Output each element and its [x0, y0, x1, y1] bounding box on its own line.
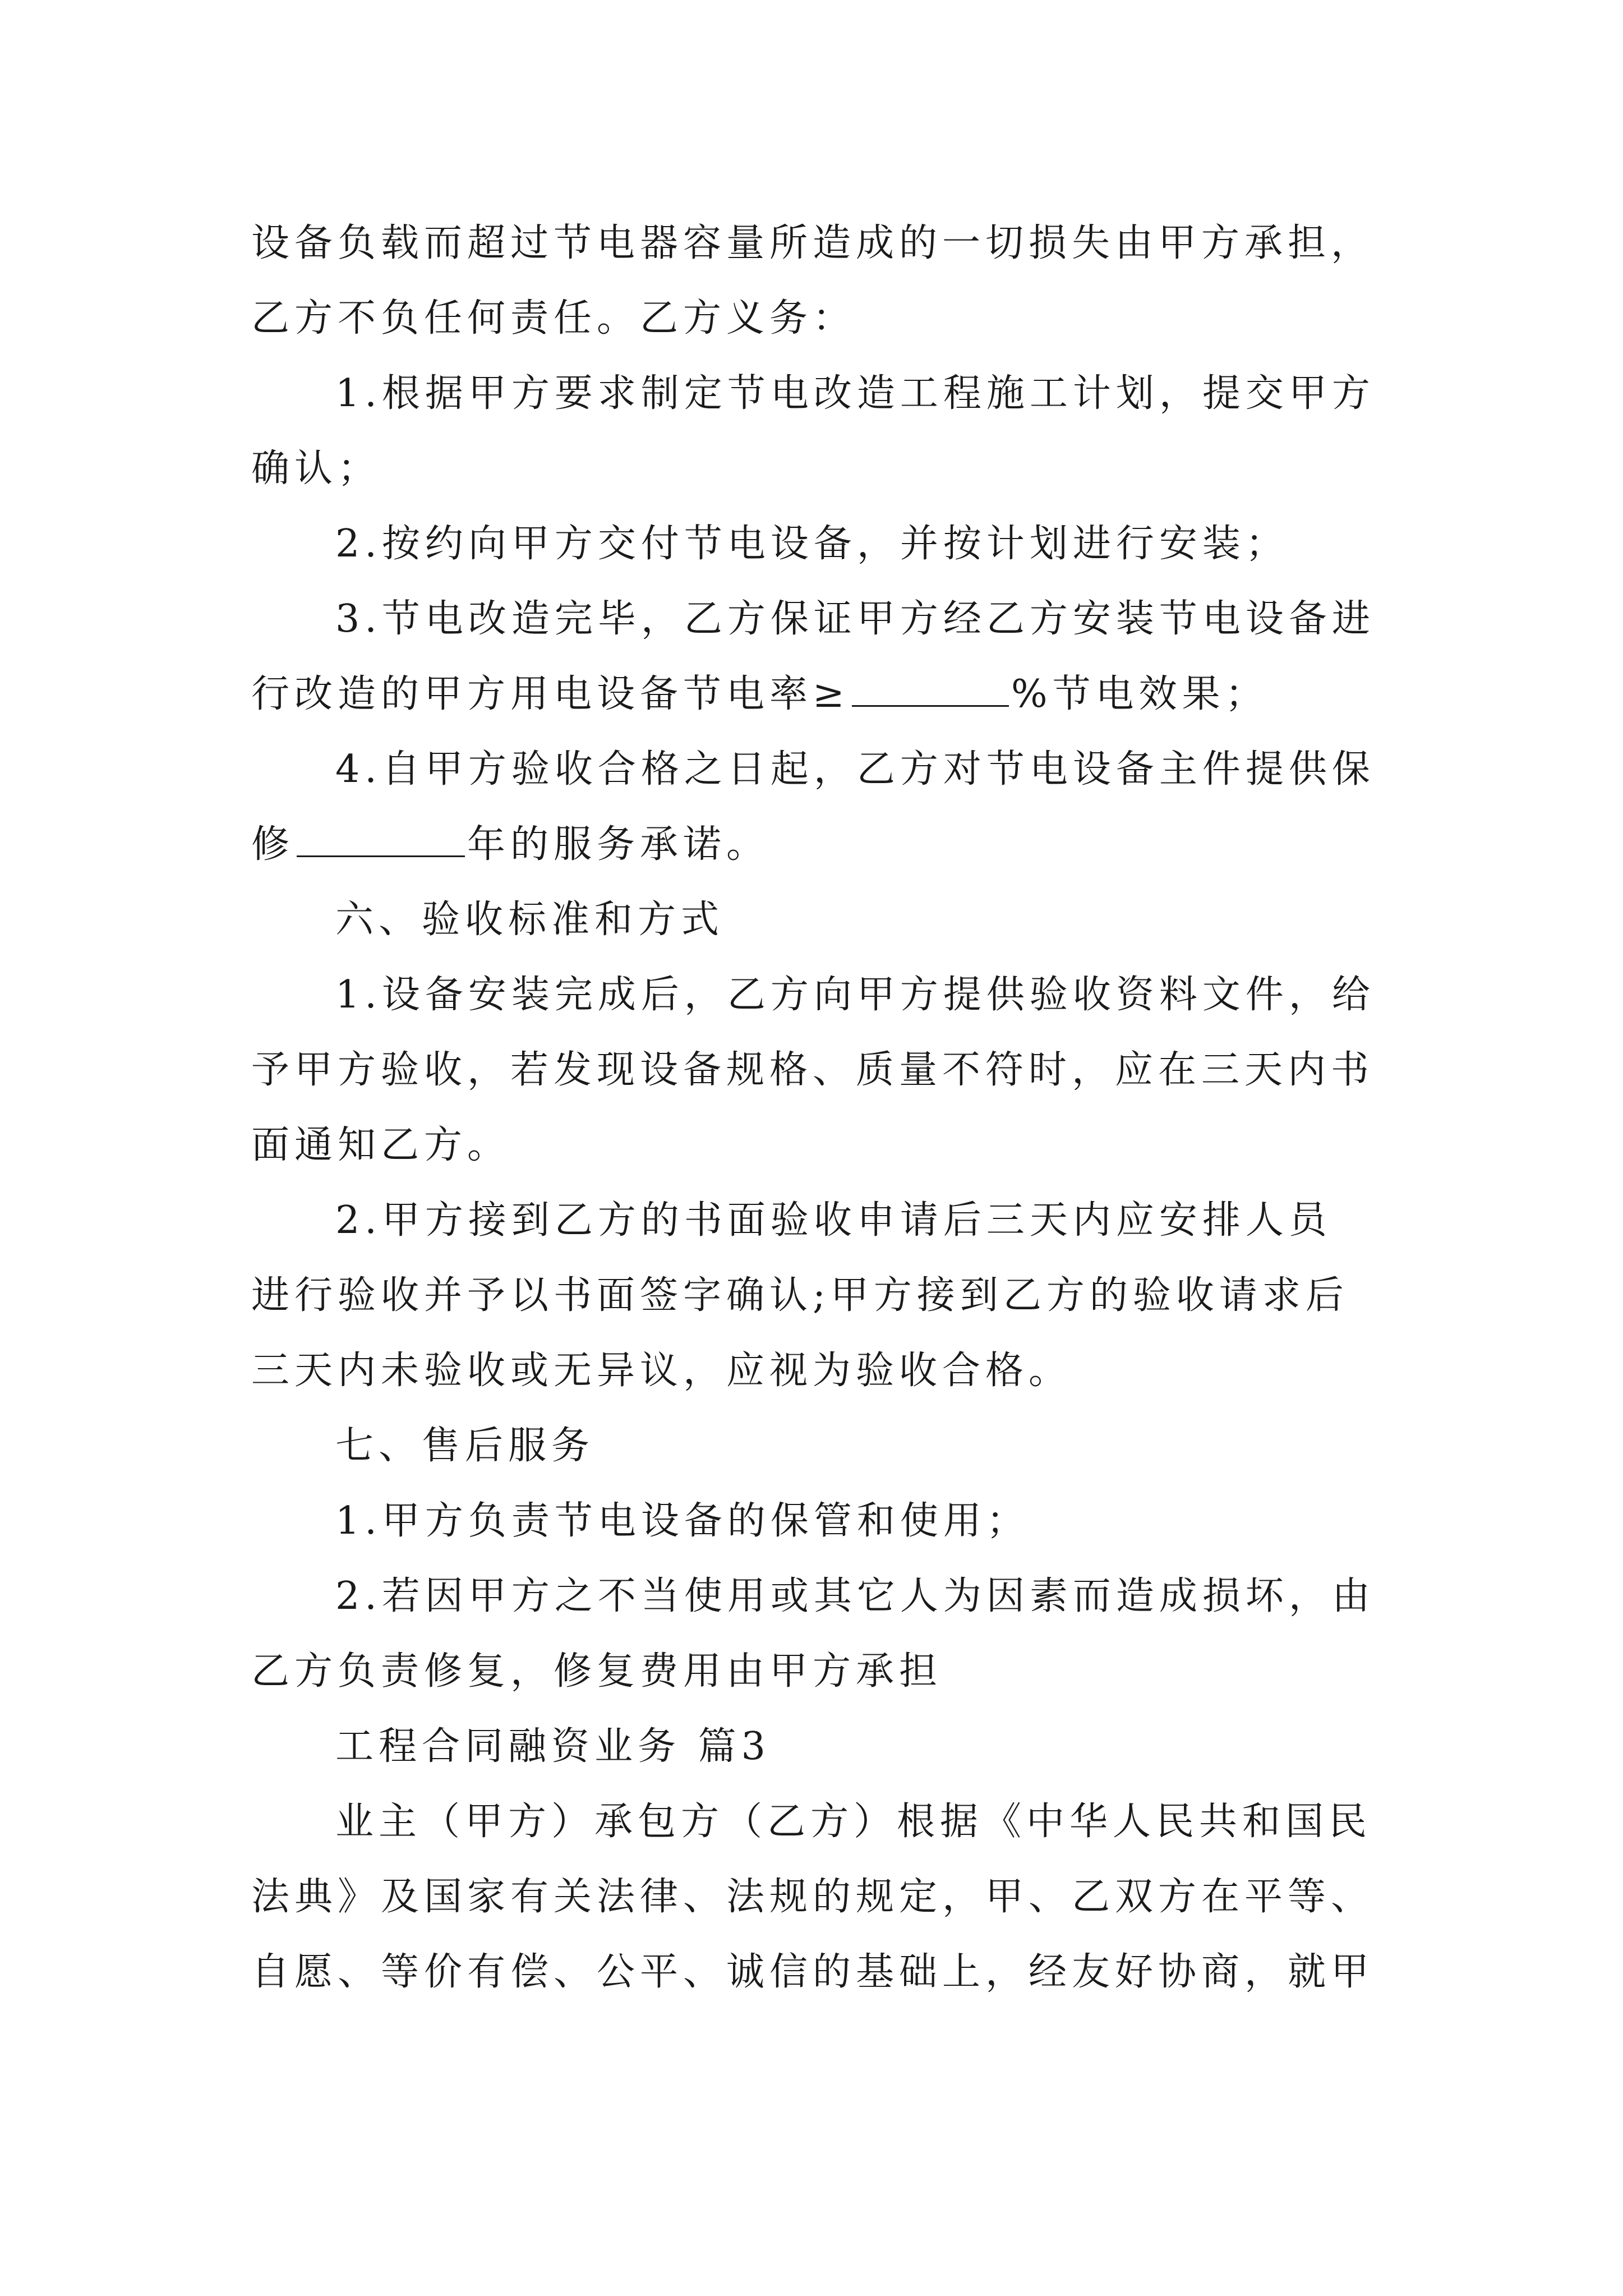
- fill-in-blank: [297, 822, 465, 857]
- section-heading: 七、售后服务: [335, 1424, 595, 1468]
- text-line: 2.按约向甲方交付节电设备，并按计划进行安装；: [335, 522, 1289, 566]
- text-line: 2.甲方接到乙方的书面验收申请后三天内应安排人员: [335, 1198, 1332, 1243]
- text-line: 面通知乙方。: [251, 1123, 511, 1167]
- text-line: 1.设备安装完成后，乙方向甲方提供验收资料文件，给: [335, 973, 1375, 1017]
- text-segment: 修: [251, 822, 295, 867]
- text-line-with-blank: [251, 817, 769, 873]
- text-segment: 行改造的甲方用电设备节电率≥: [251, 672, 850, 716]
- text-line: 自愿、等价有偿、公平、诚信的基础上，经友好协商，就甲: [251, 1950, 1375, 1994]
- text-line: 法典》及国家有关法律、法规的规定，甲、乙双方在平等、: [251, 1875, 1375, 1919]
- text-line: 予甲方验收，若发现设备规格、质量不符时，应在三天内书: [251, 1048, 1375, 1092]
- text-line: 确认；: [251, 447, 381, 491]
- text-line: 乙方负责修复，修复费用由甲方承担: [251, 1649, 943, 1694]
- text-line: 3.节电改造完毕，乙方保证甲方经乙方安装节电设备进: [335, 597, 1375, 641]
- text-line: 1.甲方负责节电设备的保管和使用；: [335, 1499, 1030, 1543]
- text-line: 业主（甲方）承包方（乙方）根据《中华人民共和国民: [335, 1800, 1372, 1844]
- text-line: 三天内未验收或无异议，应视为验收合格。: [251, 1349, 1072, 1393]
- text-segment: %节电效果；: [1011, 672, 1269, 716]
- text-line: 2.若因甲方之不当使用或其它人为因素而造成损坏，由: [335, 1574, 1375, 1618]
- section-heading: 六、验收标准和方式: [335, 898, 725, 942]
- article-title: 工程合同融资业务 篇3: [335, 1724, 771, 1769]
- text-line: 1.根据甲方要求制定节电改造工程施工计划，提交甲方: [335, 371, 1375, 416]
- fill-in-blank: [852, 671, 1009, 707]
- text-line: 设备负载而超过节电器容量所造成的一切损失由甲方承担，: [251, 221, 1375, 265]
- text-line: 4.自甲方验收合格之日起，乙方对节电设备主件提供保: [335, 747, 1375, 792]
- text-line-with-blank: [251, 666, 1269, 723]
- text-line: 乙方不负任何责任。乙方义务：: [251, 296, 856, 341]
- text-line: 进行验收并予以书面签字确认;甲方接到乙方的验收请求后: [251, 1273, 1349, 1318]
- text-segment: 年的服务承诺。: [467, 822, 770, 867]
